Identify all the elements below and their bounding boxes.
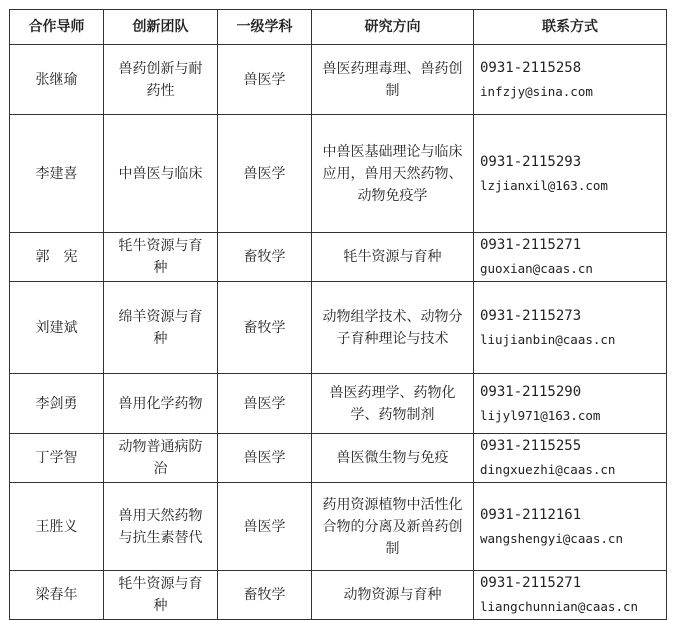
header-mentor: 合作导师	[10, 10, 104, 45]
phone-text: 0931-2115255	[480, 438, 582, 454]
phone-text: 0931-2115290	[480, 383, 582, 400]
phone-text: 0931-2115271	[480, 237, 582, 253]
discipline-cell: 兽医学	[218, 483, 312, 571]
header-direction: 研究方向	[312, 10, 474, 45]
direction-cell: 动物组学技术、动物分子育种理论与技术	[312, 282, 474, 374]
discipline-cell: 畜牧学	[218, 233, 312, 282]
mentor-table	[9, 9, 667, 620]
direction-cell: 兽医微生物与免疫	[312, 434, 474, 483]
table-row	[10, 282, 667, 374]
discipline-cell: 畜牧学	[218, 282, 312, 374]
mentor-cell: 王胜义	[10, 483, 104, 571]
team-cell: 牦牛资源与育种	[104, 233, 218, 282]
discipline-cell: 兽医学	[218, 434, 312, 483]
email-text: liangchunnian@caas.cn	[480, 599, 639, 614]
contact-cell	[474, 483, 667, 571]
team-cell: 中兽医与临床	[104, 115, 218, 233]
header-discipline: 一级学科	[218, 10, 312, 45]
mentor-cell: 张继瑜	[10, 45, 104, 115]
direction-cell: 兽医药理毒理、兽药创制	[312, 45, 474, 115]
contact-cell	[474, 571, 667, 620]
contact-cell	[474, 45, 667, 115]
discipline-cell: 兽医学	[218, 115, 312, 233]
phone-text: 0931-2112161	[480, 506, 582, 523]
mentor-cell: 丁学智	[10, 434, 104, 483]
direction-cell: 牦牛资源与育种	[312, 233, 474, 282]
phone-text: 0931-2115271	[480, 575, 582, 591]
email-text: infzjy@sina.com	[480, 83, 593, 99]
direction-cell: 中兽医基础理论与临床应用，兽用天然药物、动物免疫学	[312, 115, 474, 233]
table-row	[10, 571, 667, 620]
direction-cell: 动物资源与育种	[312, 571, 474, 620]
mentor-cell: 梁春年	[10, 571, 104, 620]
table-row	[10, 434, 667, 483]
header-contact: 联系方式	[474, 10, 667, 45]
header-team: 创新团队	[104, 10, 218, 45]
header-row	[10, 10, 667, 45]
contact-cell	[474, 233, 667, 282]
email-text: lzjianxil@163.com	[480, 177, 608, 193]
table-row	[10, 233, 667, 282]
table-row	[10, 115, 667, 233]
discipline-cell: 兽医学	[218, 374, 312, 434]
table-row	[10, 374, 667, 434]
discipline-cell: 兽医学	[218, 45, 312, 115]
team-cell: 兽药创新与耐药性	[104, 45, 218, 115]
table-row	[10, 483, 667, 571]
mentor-cell: 李剑勇	[10, 374, 104, 434]
team-cell: 动物普通病防治	[104, 434, 218, 483]
direction-cell: 兽医药理学、药物化学、药物制剂	[312, 374, 474, 434]
team-cell: 牦牛资源与育种	[104, 571, 218, 620]
team-cell: 兽用化学药物	[104, 374, 218, 434]
team-cell: 兽用天然药物与抗生素替代	[104, 483, 218, 571]
email-text: liujianbin@caas.cn	[480, 331, 616, 347]
phone-text: 0931-2115273	[480, 307, 582, 324]
contact-cell	[474, 282, 667, 374]
contact-cell	[474, 115, 667, 233]
phone-text: 0931-2115258	[480, 59, 582, 76]
mentor-cell: 李建喜	[10, 115, 104, 233]
email-text: lijyl971@163.com	[480, 407, 601, 423]
mentor-cell: 郭 宪	[10, 233, 104, 282]
phone-text: 0931-2115293	[480, 153, 582, 170]
contact-cell	[474, 374, 667, 434]
contact-cell	[474, 434, 667, 483]
email-text: guoxian@caas.cn	[480, 261, 593, 276]
email-text: wangshengyi@caas.cn	[480, 530, 623, 546]
table-row	[10, 45, 667, 115]
mentor-cell: 刘建斌	[10, 282, 104, 374]
team-cell: 绵羊资源与育种	[104, 282, 218, 374]
direction-cell: 药用资源植物中活性化合物的分离及新兽药创制	[312, 483, 474, 571]
email-text: dingxuezhi@caas.cn	[480, 462, 616, 477]
discipline-cell: 畜牧学	[218, 571, 312, 620]
